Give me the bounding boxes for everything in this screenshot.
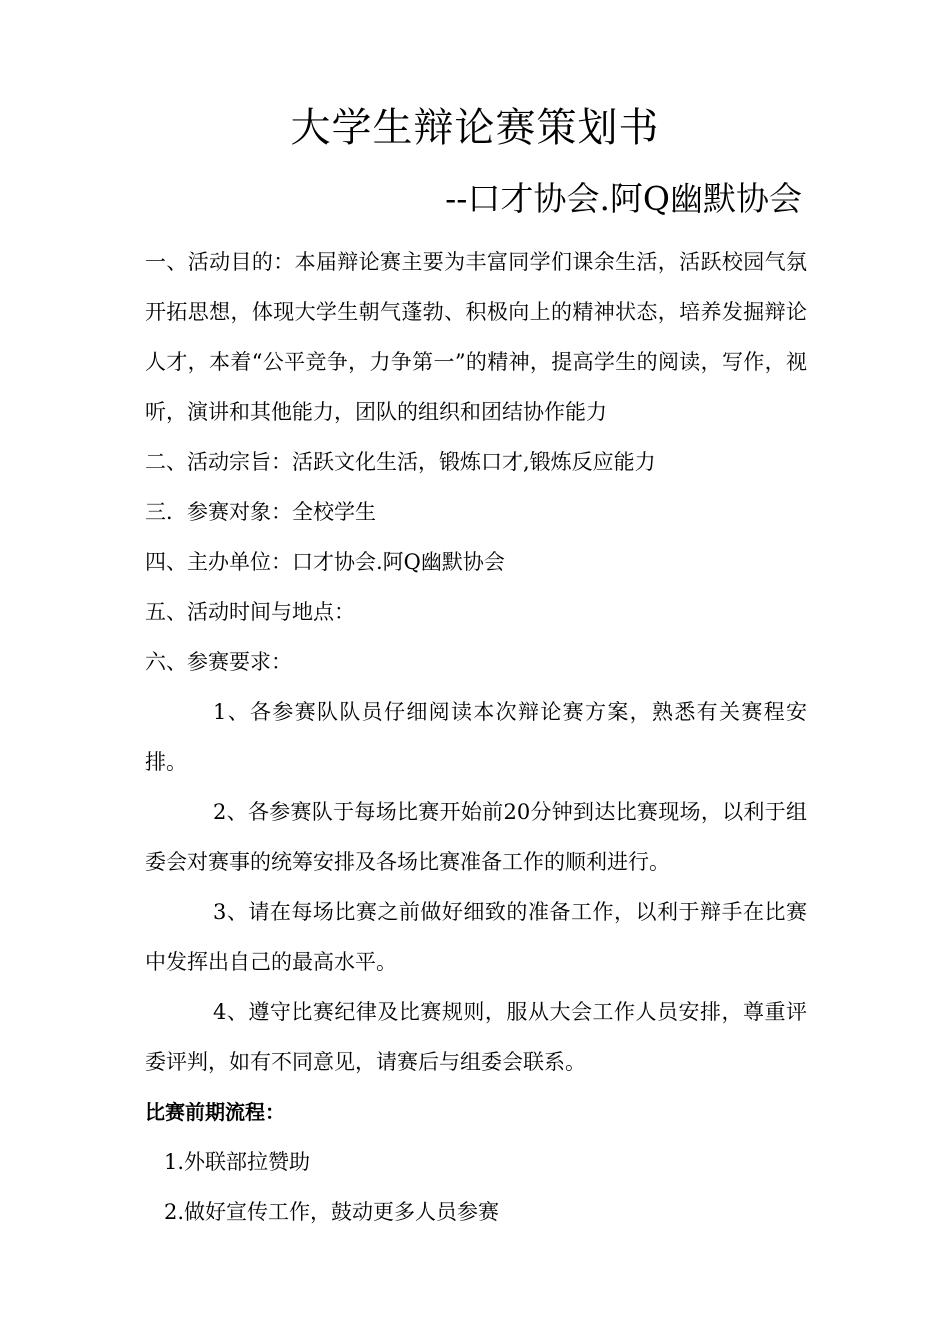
requirement-item: 2、各参赛队于每场比赛开始前20分钟到达比赛现场，以利于组委会对赛事的统筹安排及各场比赛准备工作的顺利进行。	[145, 800, 807, 874]
requirement-item: 1、各参赛队队员仔细阅读本次辩论赛方案，熟悉有关赛程安排。	[145, 700, 807, 774]
section-organizer: 四、主办单位：口才协会.阿Q幽默协会	[145, 550, 505, 574]
pre-match-heading: 比赛前期流程：	[145, 1100, 285, 1124]
document-subtitle: --口才协会.阿Q幽默协会	[445, 179, 802, 218]
section-participants: 三．参赛对象：全校学生	[145, 500, 376, 524]
document-body	[145, 237, 807, 1237]
section-requirements-heading: 六、参赛要求：	[145, 650, 292, 674]
requirement-item: 3、请在每场比赛之前做好细致的准备工作，以利于辩手在比赛中发挥出自己的最高水平。	[145, 900, 807, 974]
pre-match-step: 2.做好宣传工作，鼓动更多人员参赛	[164, 1200, 500, 1224]
document-title: 大学生辩论赛策划书	[290, 105, 660, 151]
section-time-place: 五、活动时间与地点：	[145, 600, 355, 624]
section-purpose: 一、活动目的：本届辩论赛主要为丰富同学们课余生活，活跃校园气氛开拓思想，体现大学生朝气蓬勃、积极向上的精神状态，培养发掘辩论人才，本着“公平竞争，力争第一”的精神，提高学生的阅读，写作，视听，演讲和其他能力，团队的组织和团结协作能力	[145, 250, 807, 424]
section-aim: 二、活动宗旨：活跃文化生活，锻炼口才,锻炼反应能力	[145, 450, 656, 474]
requirement-item: 4、遵守比赛纪律及比赛规则，服从大会工作人员安排，尊重评委评判，如有不同意见，请赛后与组委会联系。	[145, 1000, 807, 1074]
pre-match-step: 1.外联部拉赞助	[164, 1150, 311, 1174]
